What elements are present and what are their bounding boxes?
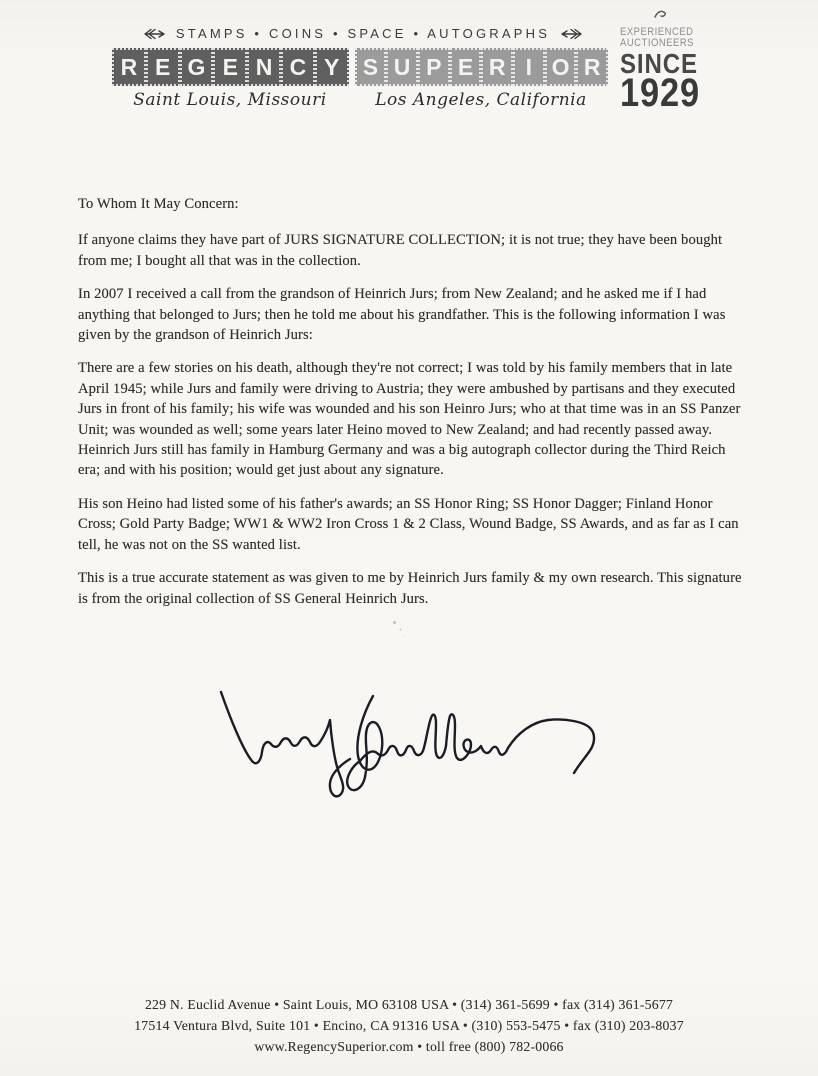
footer-line-stlouis: 229 N. Euclid Avenue • Saint Louis, MO 63108 USA • (314) 361-5699 • fax (314) 361-5677: [144, 997, 674, 1012]
stamp-letter: C: [281, 48, 315, 86]
paragraph-3: There are a few stories on his death, although they're not correct; I was told by his family members that in late April 1945; while Jurs and family were driving to Austria; they were ambushed by partisans and they executed Jurs in front of his family; his wife was wounded and his son Heinro Jurs; who at that time was in an SS Panzer Unit; was wounded as well; some years later Heino moved to New Zealand; and had recently passed away. Heinrich Jurs still has family in Hamburg Germany and was a big autograph collector during the Third Reich era; and with his position; would get just about any signature.: [78, 360, 741, 479]
paragraph-2: In 2007 I received a call from the grandson of Heinrich Jurs; from New Zealand; and he asked me if I had anything that belonged to Jurs; then he told me about his grandfather. This is the following information I was given by the grandson of Heinrich Jurs:: [78, 286, 726, 344]
stamp-letter: S: [355, 48, 387, 86]
company-logo: [112, 48, 614, 86]
services-banner: [112, 26, 614, 41]
letterhead-left: [112, 26, 614, 110]
footer-line-encino: 17514 Ventura Blvd, Suite 101 • Encino, CA 91316 USA • (310) 553-5475 • fax (310) 203-8037: [134, 1017, 684, 1033]
stamp-letter: N: [247, 48, 281, 86]
stamp-letter: O: [545, 48, 577, 86]
services-banner-text: STAMPS • COINS • SPACE • AUTOGRAPHS: [175, 26, 551, 41]
letter-body: [78, 194, 746, 622]
stamp-letter: R: [112, 48, 146, 86]
footer-line-website: www.RegencySuperior.com • toll free (800) 782-0066: [254, 1038, 564, 1054]
salutation: To Whom It May Concern:: [78, 196, 239, 212]
ornament-right-icon: [560, 28, 582, 40]
logo-word-superior: [355, 48, 609, 86]
stamp-letter: R: [576, 48, 608, 86]
tagline-experienced: EXPERIENCED: [620, 26, 694, 38]
stamp-letter: E: [450, 48, 482, 86]
paragraph-5: This is a true accurate statement as was given to me by Heinrich Jurs family & my own research. This signature is from the original collection of SS General Heinrich Jurs.: [78, 570, 742, 607]
office-cities: [112, 90, 614, 110]
since-label: SINCE: [620, 48, 698, 79]
since-1929-block: [620, 26, 700, 115]
scan-smudge: [393, 621, 396, 624]
stamp-letter: E: [213, 48, 247, 86]
stamp-letter: R: [481, 48, 513, 86]
letterhead: [0, 0, 818, 130]
stamp-letter: E: [146, 48, 180, 86]
signature-jerry-swallow: [188, 682, 608, 812]
stamp-letter: U: [386, 48, 418, 86]
city-los-angeles: Los Angeles, California: [375, 90, 587, 110]
logo-word-regency: [112, 48, 349, 86]
stamp-letter: Y: [315, 48, 349, 86]
stamp-letter: G: [180, 48, 214, 86]
stamp-letter: P: [418, 48, 450, 86]
footer-contact-block: [0, 995, 818, 1057]
paragraph-1: If anyone claims they have part of JURS SIGNATURE COLLECTION; it is not true; they have been bought from me; I bought all that was in the collection.: [78, 232, 723, 269]
ornament-left-icon: [144, 28, 166, 40]
tagline-auctioneers: AUCTIONEERS: [620, 37, 695, 49]
since-year: 1929: [620, 71, 700, 115]
stamp-letter: I: [513, 48, 545, 86]
paragraph-4: His son Heino had listed some of his father's awards; an SS Honor Ring; SS Honor Dagger; Finland Honor Cross; Gold Party Badge; WW1 & WW2 Iron Cross 1 & 2 Class, Wound Badge, SS Awards, and as far as I can tell, he was not on the SS wanted list.: [78, 495, 739, 553]
city-saint-louis: Saint Louis, Missouri: [133, 90, 327, 110]
